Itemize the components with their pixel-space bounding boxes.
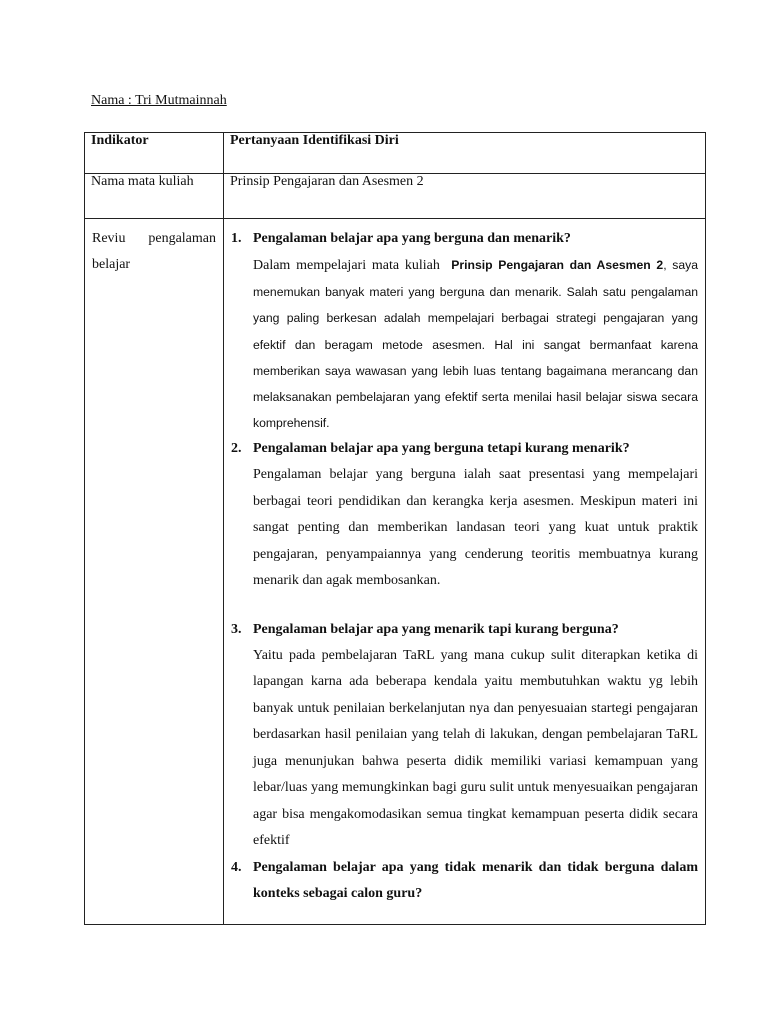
question-item-1: [231, 226, 698, 436]
answer-text: [253, 252, 698, 436]
review-label-word: belajar: [92, 257, 131, 272]
review-label-word: Reviu: [92, 231, 126, 246]
review-row: [85, 219, 706, 925]
review-label-cell: [85, 219, 224, 925]
question-number: 4.: [231, 859, 242, 875]
question-item-2: [231, 436, 698, 595]
header-pertanyaan: Pertanyaan Identifikasi Diri: [224, 133, 706, 174]
answer-lead: Dalam mempelajari mata kuliah: [253, 258, 440, 273]
answer-course-name: Prinsip Pengajaran dan Asesmen 2: [451, 258, 664, 272]
answer-rest: , saya menemukan banyak materi yang berguna dan menarik. Salah satu pengalaman yang paling berkesan adalah mempelajari berbagai strategi pengajaran yang efektif dan beragam metode asesmen. Hal ini sangat bermanfaat karena memberikan saya wawasan yang lebih luas tentang bagaimana merancang dan melaksanakan pembelajaran yang efektif serta menilai hasil belajar siswa secara komprehensif.: [253, 258, 698, 431]
question-text: Pengalaman belajar apa yang berguna dan menarik?: [253, 231, 571, 246]
course-row: [85, 174, 706, 219]
question-number: 3.: [231, 621, 242, 637]
self-identification-table: [84, 132, 706, 925]
answer-text: Pengalaman belajar yang berguna ialah saat presentasi yang mempelajari berbagai teori pendidikan dan kerangka kerja asesmen. Meskipun materi ini sangat penting dan memberikan landasan teori yang kuat untuk praktik pengajaran, penyampaiannya yang cenderung teoritis membuatnya kurang menarik dan agak membosankan.: [253, 467, 698, 589]
question-text: Pengalaman belajar apa yang tidak menarik dan tidak berguna dalam konteks sebagai calon guru?: [253, 859, 698, 901]
answer-text: Yaitu pada pembelajaran TaRL yang mana cukup sulit diterapkan ketika di lapangan karna ada beberapa kendala yaitu membutuhkan waktu yg lebih banyak untuk penilaian berkelanjutan nya dan penyesuaian startegi pengajaran berdasarkan hasil penilaian yang telah di lakukan, dengan pembelajaran TaRL juga menunjukan bahwa peserta didik memiliki variasi kemampuan yang lebar/luas yang memungkinkan bagi guru sulit untuk menyesuaikan pengajaran agar bisa mengakomodasikan semua tingkat kemampuan peserta didik secara efektif: [253, 647, 698, 849]
spacer: [231, 595, 698, 617]
question-item-4: [231, 855, 698, 907]
review-questions-cell: [224, 219, 706, 925]
question-number: 1.: [231, 231, 242, 246]
header-indikator: Indikator: [85, 133, 224, 174]
course-label: Nama mata kuliah: [85, 174, 224, 219]
course-value: Prinsip Pengajaran dan Asesmen 2: [224, 174, 706, 219]
student-name-line: Nama : Tri Mutmainnah: [91, 93, 227, 108]
question-number: 2.: [231, 441, 242, 457]
table-header-row: [85, 133, 706, 174]
question-item-3: [231, 617, 698, 855]
review-label-word: pengalaman: [148, 231, 216, 246]
question-text: Pengalaman belajar apa yang berguna tetapi kurang menarik?: [253, 441, 630, 457]
question-text: Pengalaman belajar apa yang menarik tapi kurang berguna?: [253, 621, 619, 637]
